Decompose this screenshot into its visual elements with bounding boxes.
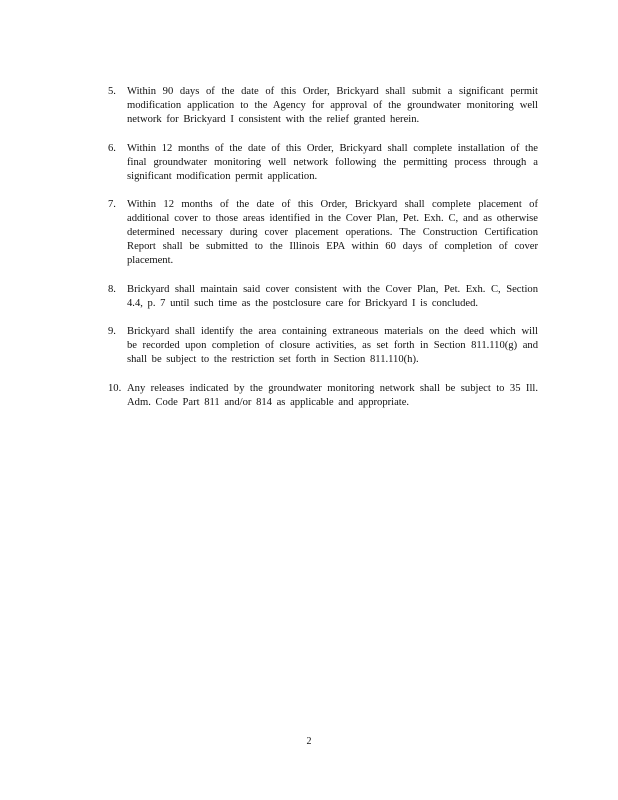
item-text: Brickyard shall identify the area containing extraneous materials on the deed which will be recorded upon completion of closure activities, as set forth in Section 811.110(g) and shall be subject to the restriction set forth in Section 811.110(h).: [127, 326, 538, 365]
list-item: [108, 325, 538, 367]
page-number: 2: [306, 736, 312, 747]
list-item: [108, 382, 538, 410]
item-text: Within 12 months of the date of this Order, Brickyard shall complete placement of additional cover to those areas identified in the Cover Plan, Pet. Exh. C, and as otherwise determined necessary during cover placement operations. The Construction Certification Report shall be submitted to the Illinois EPA within 60 days of completion of cover placement.: [127, 199, 538, 266]
item-text: Brickyard shall maintain said cover consistent with the Cover Plan, Pet. Exh. C, Section 4.4, p. 7 until such time as the postclosure care for Brickyard I is concluded.: [127, 283, 538, 309]
item-number: 10.: [108, 382, 122, 394]
list-item: [108, 283, 538, 311]
item-number: 8.: [108, 283, 116, 295]
item-text: Within 12 months of the date of this Order, Brickyard shall complete installation of the final groundwater monitoring well network following the permitting process through a significant modification permit application.: [127, 142, 538, 182]
item-text: Within 90 days of the date of this Order, Brickyard shall submit a significant permit modification application to the Agency for approval of the groundwater monitoring well network for Brickyard I consistent with the relief granted herein.: [127, 86, 538, 125]
list-item: [108, 198, 538, 268]
list-item: [108, 142, 538, 184]
item-text: Any releases indicated by the groundwater monitoring network shall be subject to 35 Ill. Adm. Code Part 811 and/or 814 as applicable and appropriate.: [127, 382, 538, 408]
item-number: 6.: [108, 142, 116, 154]
item-number: 5.: [108, 86, 116, 97]
list-item: [108, 85, 538, 127]
order-list: [108, 85, 538, 424]
item-number: 9.: [108, 326, 116, 337]
item-number: 7.: [108, 199, 116, 210]
